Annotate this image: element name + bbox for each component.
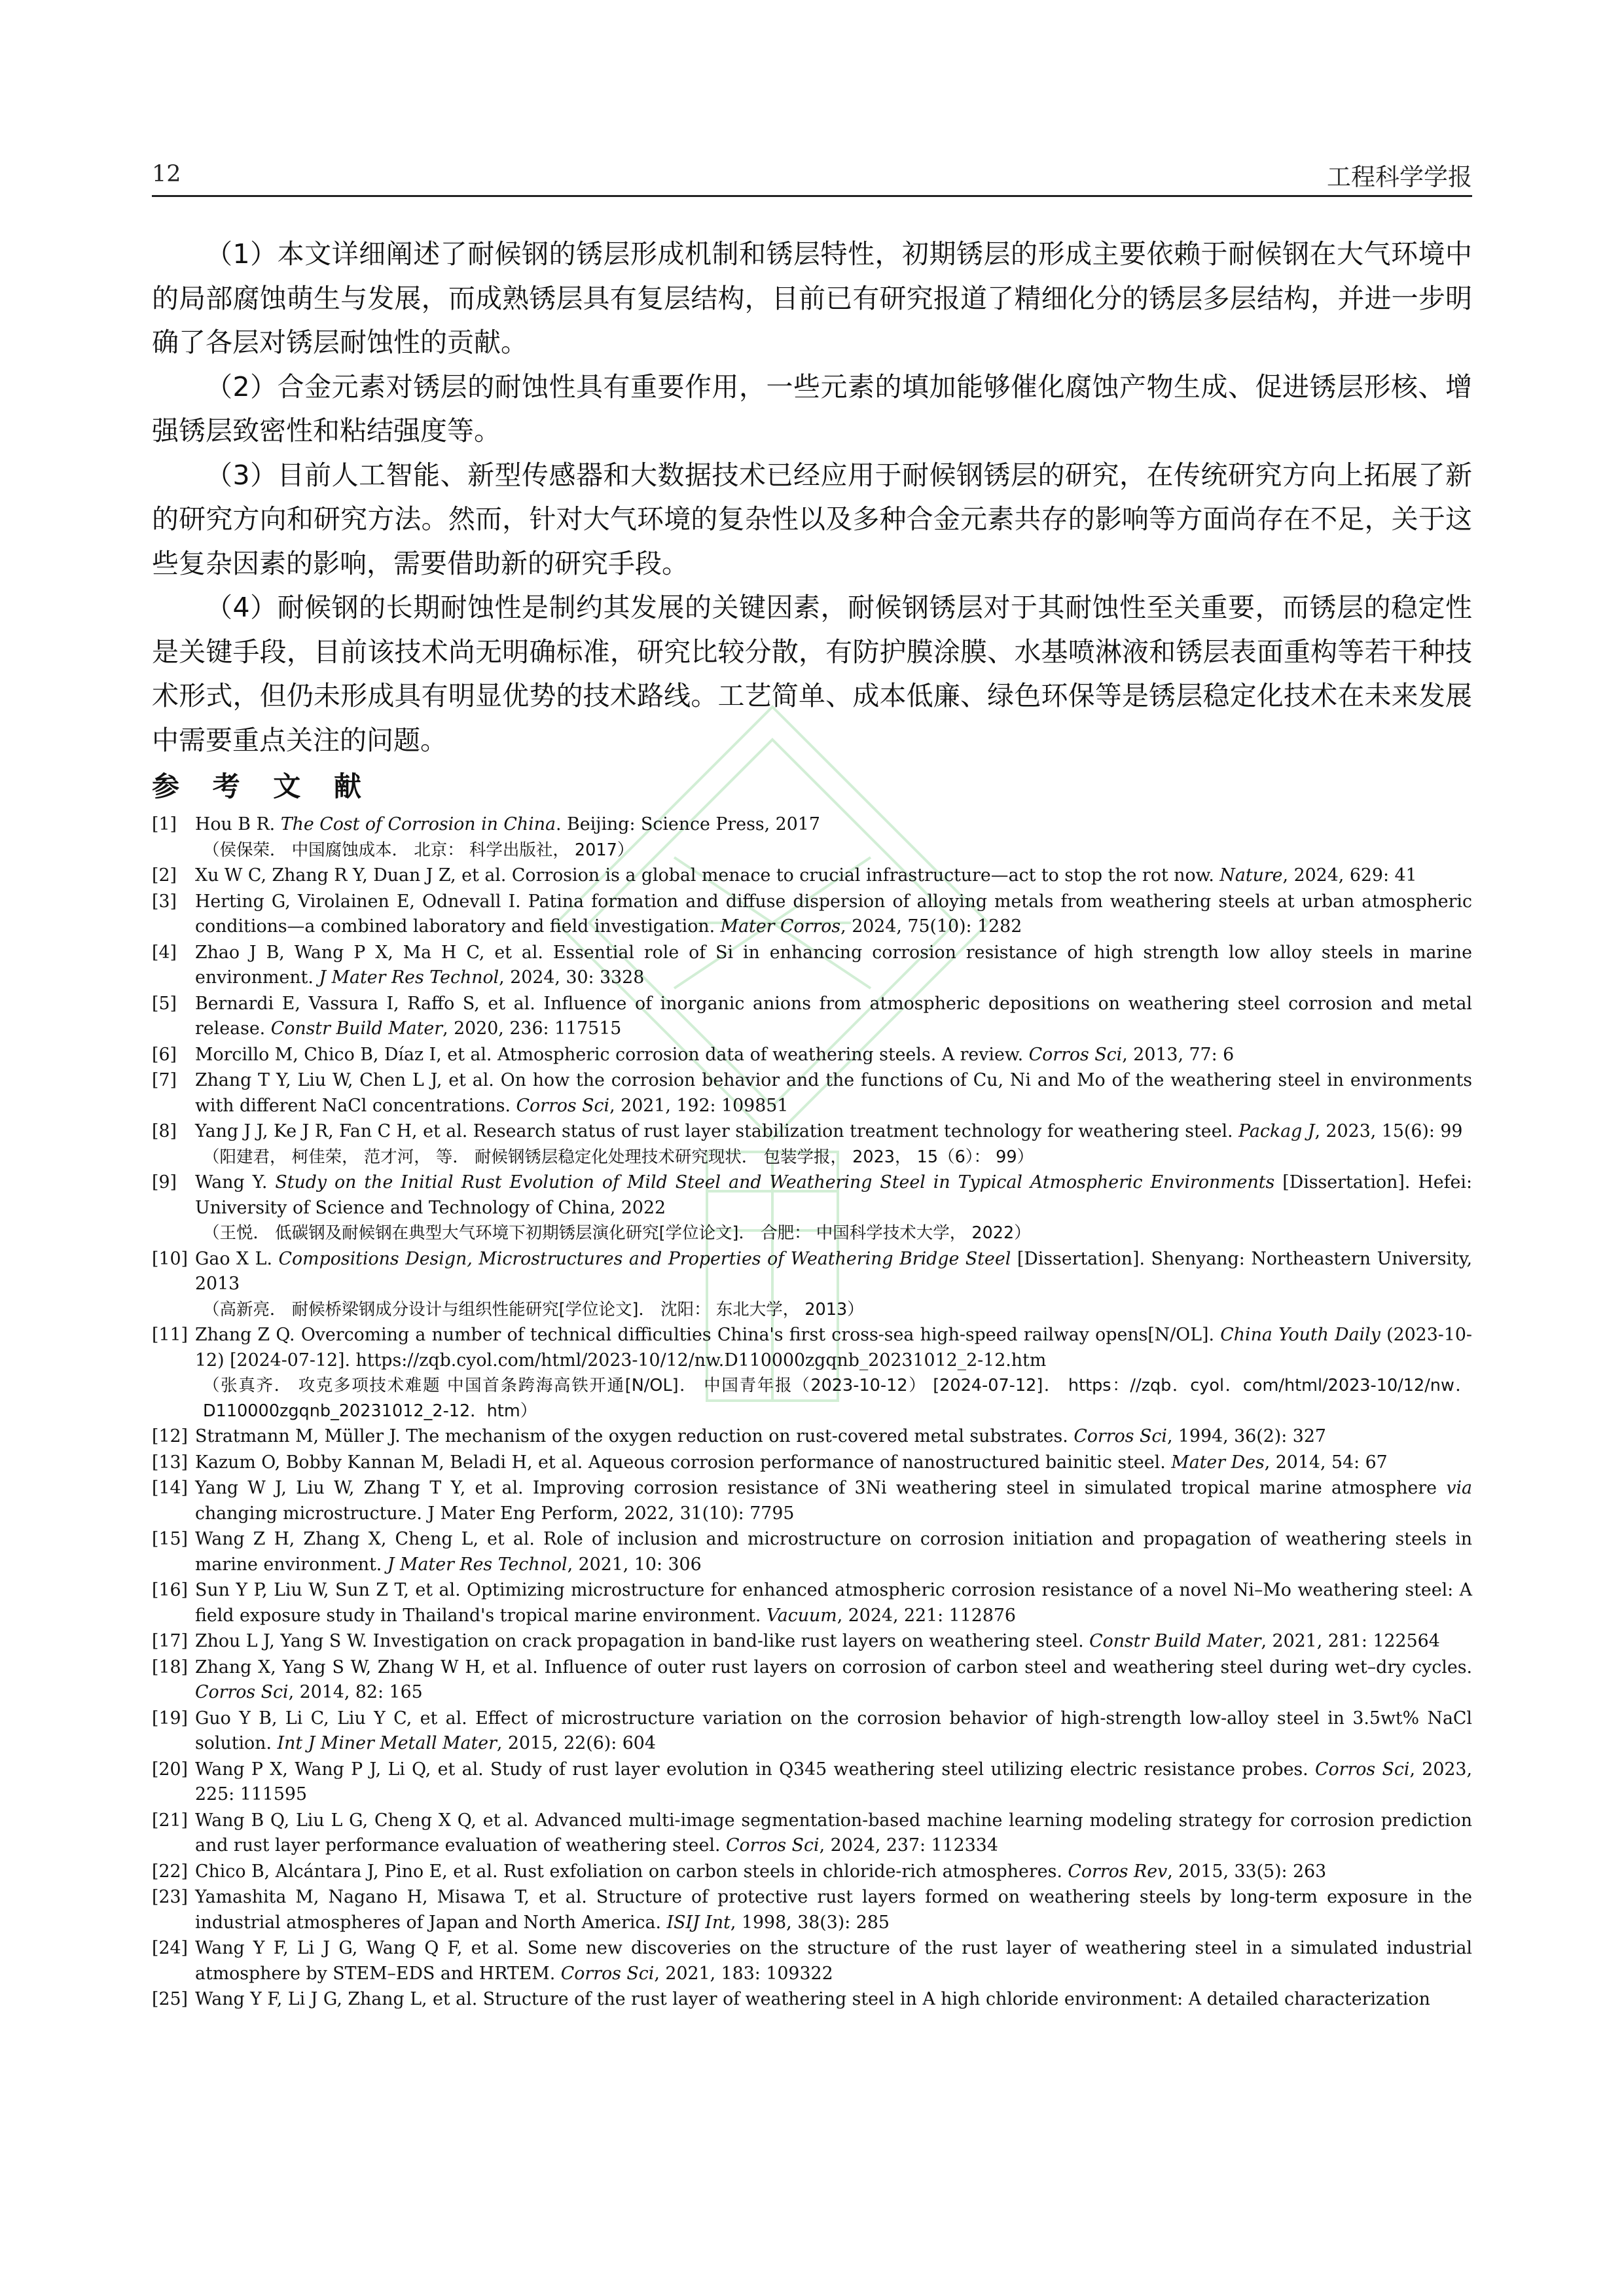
reference-details: , 1994, 36(2): 327 <box>1166 1426 1326 1446</box>
reference-details: , 2015, 33(5): 263 <box>1167 1861 1327 1882</box>
reference-number: [21] <box>152 1810 189 1831</box>
reference-chinese-translation: （张真齐． 攻克多项技术难题 中国首条跨海高铁开通[N/OL]． 中国青年报（2023-10-12） [2024-07-12]． https：//zqb．cyol．com/html/2023-10/12/nw．D110000zgqnb_20231012_2-12．htm） <box>203 1376 1472 1421</box>
reference-source: Constr Build Mater <box>270 1018 443 1039</box>
reference-number: [11] <box>152 1325 189 1345</box>
reference-item <box>152 1987 1472 2013</box>
reference-source: Corros Sci <box>1028 1044 1123 1065</box>
reference-number: [17] <box>152 1631 189 1651</box>
reference-number: [9] <box>152 1172 177 1193</box>
reference-item <box>152 941 1472 991</box>
reference-details: , 2024, 30: 3328 <box>499 967 645 988</box>
reference-details: , 2013, 77: 6 <box>1122 1044 1235 1065</box>
reference-text: Wang Y F, Li J G, Wang Q F, et al. Some new discoveries on the structure of the rust layer of weathering steel in a simulated industrial atmosphere by STEM–EDS and HRTEM. <box>195 1938 1472 1984</box>
reference-text: Xu W C, Zhang R Y, Duan J Z, et al. Corrosion is a global menace to crucial infrastructure—act to stop the rot now. <box>195 865 1220 886</box>
reference-item <box>152 1424 1472 1450</box>
reference-item <box>152 1757 1472 1808</box>
reference-number: [8] <box>152 1121 177 1141</box>
page-number: 12 <box>152 161 181 187</box>
reference-text: Wang Y F, Li J G, Zhang L, et al. Structure of the rust layer of weathering steel in A high chloride environment: A detailed characterization <box>195 1989 1430 2009</box>
reference-item <box>152 889 1472 940</box>
reference-source: via <box>1446 1478 1472 1498</box>
reference-details: [Dissertation]. Shenyang: Northeastern University, 2013 <box>195 1248 1472 1294</box>
reference-details: , 1998, 38(3): 285 <box>730 1912 890 1933</box>
reference-source: The Cost of Corrosion in China <box>280 814 556 834</box>
reference-text: Stratmann M, Müller J. The mechanism of the oxygen reduction on rust-covered metal substrates. <box>195 1426 1074 1446</box>
reference-text: Chico B, Alcántara J, Pino E, et al. Rust exfoliation on carbon steels in chloride-rich atmospheres. <box>195 1861 1068 1882</box>
reference-number: [12] <box>152 1426 189 1446</box>
reference-text: Yang W J, Liu W, Zhang T Y, et al. Improving corrosion resistance of 3Ni weathering steel in simulated tropical marine atmosphere <box>195 1478 1447 1498</box>
reference-number: [25] <box>152 1989 189 2009</box>
conclusion-paragraph-3: （3）目前人工智能、新型传感器和大数据技术已经应用于耐候钢锈层的研究，在传统研究方向上拓展了新的研究方向和研究方法。然而，针对大气环境的复杂性以及多种合金元素共存的影响等方面尚存在不足，关于这些复杂因素的影响，需要借助新的研究手段。 <box>152 459 1472 579</box>
reference-number: [2] <box>152 865 177 886</box>
reference-number: [22] <box>152 1861 189 1882</box>
reference-text: Wang P X, Wang P J, Li Q, et al. Study of rust layer evolution in Q345 weathering steel utilizing electric resistance probes. <box>195 1759 1316 1780</box>
reference-source: Compositions Design, Microstructures and Properties of Weathering Bridge Steel <box>278 1248 1011 1269</box>
conclusion-paragraph-1: （1）本文详细阐述了耐候钢的锈层形成机制和锈层特性，初期锈层的形成主要依赖于耐候钢在大气环境中的局部腐蚀萌生与发展，而成熟锈层具有复层结构，目前已有研究报道了精细化分的锈层多层结构，并进一步明确了各层对锈层耐蚀性的贡献。 <box>152 238 1472 358</box>
reference-details: , 2021, 10: 306 <box>567 1554 702 1575</box>
reference-details: , 2024, 221: 112876 <box>837 1605 1016 1626</box>
reference-item <box>152 1578 1472 1628</box>
reference-source: Mater Des <box>1171 1452 1265 1473</box>
reference-details: , 2020, 236: 117515 <box>442 1018 622 1039</box>
reference-item <box>152 1476 1472 1526</box>
reference-source: Corros Sci <box>195 1682 289 1702</box>
reference-text: Kazum O, Bobby Kannan M, Beladi H, et al. Aqueous corrosion performance of nanostructured bainitic steel. <box>195 1452 1172 1473</box>
reference-source: Nature <box>1219 865 1283 886</box>
reference-text: Guo Y B, Li C, Liu Y C, et al. Effect of microstructure variation on the corrosion behavior of high-strength low-alloy steel in 3.5wt% NaCl solution. <box>195 1708 1472 1753</box>
reference-source: Corros Sci <box>516 1095 610 1116</box>
reference-details: , 2021, 183: 109322 <box>654 1963 833 1984</box>
reference-item <box>152 1170 1472 1246</box>
reference-number: [3] <box>152 891 177 912</box>
reference-text: Zhang Z Q. Overcoming a number of technical difficulties China's first cross-sea high-speed railway opens[N/OL]. <box>195 1325 1221 1345</box>
reference-details: , 2024, 75(10): 1282 <box>840 916 1022 937</box>
reference-text: Yamashita M, Nagano H, Misawa T, et al. Structure of protective rust layers formed on weathering steels by long-term exposure in the industrial atmospheres of Japan and North America. <box>195 1887 1472 1933</box>
reference-item <box>152 1323 1472 1424</box>
reference-details: , 2021, 281: 122564 <box>1261 1631 1440 1651</box>
reference-text: Zhou L J, Yang S W. Investigation on crack propagation in band-like rust layers on weathering steel. <box>195 1631 1090 1651</box>
reference-number: [13] <box>152 1452 189 1473</box>
reference-source: Constr Build Mater <box>1089 1631 1261 1651</box>
reference-details: , 2023, 15(6): 99 <box>1314 1121 1463 1141</box>
reference-details: , 2014, 54: 67 <box>1264 1452 1388 1473</box>
reference-source: Corros Sci <box>1074 1426 1167 1446</box>
reference-item <box>152 1936 1472 1986</box>
references-heading: 参 考 文 献 <box>152 770 373 802</box>
reference-chinese-translation: （阳建君， 柯佳荣， 范才河， 等． 耐候钢锈层稳定化处理技术研究现状． 包装学报， 2023， 15（6）： 99） <box>203 1147 1034 1167</box>
reference-text: Morcillo M, Chico B, Díaz I, et al. Atmospheric corrosion data of weathering steels. A review. <box>195 1044 1029 1065</box>
reference-text: Bernardi E, Vassura I, Raffo S, et al. Influence of inorganic anions from atmospheric depositions on weathering steel corrosion and metal release. <box>195 993 1472 1039</box>
reference-item <box>152 1247 1472 1323</box>
reference-number: [24] <box>152 1938 189 1958</box>
reference-number: [4] <box>152 942 177 963</box>
reference-item <box>152 812 1472 863</box>
reference-details: , 2014, 82: 165 <box>288 1682 423 1702</box>
reference-source: Mater Corros <box>720 916 841 937</box>
reference-number: [6] <box>152 1044 177 1065</box>
header-rule <box>152 195 1472 197</box>
reference-source: ISIJ Int <box>666 1912 731 1933</box>
reference-text: Zhang X, Yang S W, Zhang W H, et al. Influence of outer rust layers on corrosion of carbon steel and weathering steel during wet–dry cycles. <box>195 1657 1472 1677</box>
reference-item <box>152 1629 1472 1655</box>
reference-source: Int J Miner Metall Mater <box>277 1733 497 1753</box>
reference-item <box>152 863 1472 889</box>
reference-number: [7] <box>152 1070 177 1090</box>
reference-text: Hou B R. <box>195 814 281 834</box>
main-content <box>152 232 1472 2013</box>
reference-list <box>152 812 1472 2013</box>
reference-item <box>152 1808 1472 1859</box>
reference-source: Packag J <box>1238 1121 1315 1141</box>
reference-number: [20] <box>152 1759 189 1780</box>
reference-item <box>152 1043 1472 1068</box>
reference-number: [5] <box>152 993 177 1014</box>
reference-source: J Mater Res Technol <box>319 967 499 988</box>
reference-source: Corros Sci <box>560 1963 655 1984</box>
reference-source: Corros Sci <box>1315 1759 1410 1780</box>
reference-source: Corros Sci <box>726 1835 820 1856</box>
reference-text: Yang J J, Ke J R, Fan C H, et al. Research status of rust layer stabilization treatment technology for weathering steel. <box>195 1121 1239 1141</box>
reference-number: [18] <box>152 1657 189 1677</box>
reference-number: [23] <box>152 1887 189 1907</box>
reference-text: Herting G, Virolainen E, Odnevall I. Patina formation and diffuse dispersion of alloying metals from weathering steels at urban atmospheric conditions—a combined laboratory and field investigation. <box>195 891 1472 937</box>
conclusion-paragraph-4: （4）耐候钢的长期耐蚀性是制约其发展的关键因素，耐候钢锈层对于其耐蚀性至关重要，而锈层的稳定性是关键手段，目前该技术尚无明确标准，研究比较分散，有防护膜涂膜、水基喷淋液和锈层表面重构等若干种技术形式，但仍未形成具有明显优势的技术路线。工艺简单、成本低廉、绿色环保等是锈层稳定化技术在未来发展中需要重点关注的问题。 <box>152 592 1472 756</box>
reference-text: Gao X L. <box>195 1248 279 1269</box>
reference-source: Vacuum <box>766 1605 837 1626</box>
reference-item <box>152 1706 1472 1757</box>
reference-item <box>152 1527 1472 1577</box>
reference-text: Zhao J B, Wang P X, Ma H C, et al. Essential role of Si in enhancing corrosion resistance of high strength low alloy steels in marine environment. <box>195 942 1472 988</box>
reference-chinese-translation: （王悦． 低碳钢及耐候钢在典型大气环境下初期锈层演化研究[学位论文]． 合肥： 中国科学技术大学， 2022） <box>203 1223 1031 1243</box>
reference-number: [1] <box>152 814 177 834</box>
reference-item <box>152 1068 1472 1119</box>
reference-details: , 2024, 237: 112334 <box>819 1835 998 1856</box>
reference-chinese-translation: （高新亮． 耐候桥梁钢成分设计与组织性能研究[学位论文]． 沈阳： 东北大学， 2013） <box>203 1299 864 1319</box>
reference-details: , 2023, 225: 111595 <box>195 1759 1472 1804</box>
reference-item <box>152 1655 1472 1706</box>
reference-number: [14] <box>152 1478 189 1498</box>
reference-source: Corros Rev <box>1068 1861 1168 1882</box>
reference-details: changing microstructure. J Mater Eng Perform, 2022, 31(10): 7795 <box>195 1503 795 1524</box>
reference-details: , 2024, 629: 41 <box>1282 865 1417 886</box>
reference-source: J Mater Res Technol <box>387 1554 568 1575</box>
reference-details: . Beijing: Science Press, 2017 <box>556 814 820 834</box>
reference-details: , 2021, 192: 109851 <box>609 1095 789 1116</box>
reference-item <box>152 1885 1472 1935</box>
reference-chinese-translation: （侯保荣． 中国腐蚀成本． 北京： 科学出版社， 2017） <box>203 840 634 860</box>
reference-item <box>152 1450 1472 1476</box>
reference-item <box>152 992 1472 1042</box>
reference-text: Zhang T Y, Liu W, Chen L J, et al. On how the corrosion behavior and the functions of Cu, Ni and Mo of the weathering steel in environments with different NaCl concentrations. <box>195 1070 1472 1116</box>
reference-details: , 2015, 22(6): 604 <box>496 1733 656 1753</box>
reference-item <box>152 1119 1472 1170</box>
reference-text: Wang Z H, Zhang X, Cheng L, et al. Role of inclusion and microstructure on corrosion initiation and propagation of weathering steels in marine environment. <box>195 1529 1472 1575</box>
reference-details: (2023-10-12) [2024-07-12]. https://zqb.cyol.com/html/2023-10/12/nw.D110000zgqnb_20231012_2-12.htm <box>195 1325 1472 1371</box>
reference-number: [16] <box>152 1580 189 1600</box>
reference-number: [19] <box>152 1708 189 1729</box>
reference-source: China Youth Daily <box>1220 1325 1380 1345</box>
reference-number: [15] <box>152 1529 189 1549</box>
reference-source: Study on the Initial Rust Evolution of Mild Steel and Weathering Steel in Typical Atmospheric Environments <box>275 1172 1275 1193</box>
reference-item <box>152 1859 1472 1885</box>
conclusion-paragraph-2: （2）合金元素对锈层的耐蚀性具有重要作用，一些元素的填加能够催化腐蚀产物生成、促进锈层形核、增强锈层致密性和粘结强度等。 <box>152 370 1472 446</box>
reference-text: Sun Y P, Liu W, Sun Z T, et al. Optimizing microstructure for enhanced atmospheric corrosion resistance of a novel Ni–Mo weathering steel: A field exposure study in Thailand's tropical marine environment. <box>195 1580 1472 1626</box>
journal-name: 工程科学学报 <box>1327 163 1472 191</box>
reference-number: [10] <box>152 1248 189 1269</box>
reference-details: [Dissertation]. Hefei: University of Science and Technology of China, 2022 <box>195 1172 1472 1218</box>
reference-text: Wang Y. <box>195 1172 276 1193</box>
reference-text: Wang B Q, Liu L G, Cheng X Q, et al. Advanced multi-image segmentation-based machine learning modeling strategy for corrosion prediction and rust layer performance evaluation of weathering steel. <box>195 1810 1472 1856</box>
